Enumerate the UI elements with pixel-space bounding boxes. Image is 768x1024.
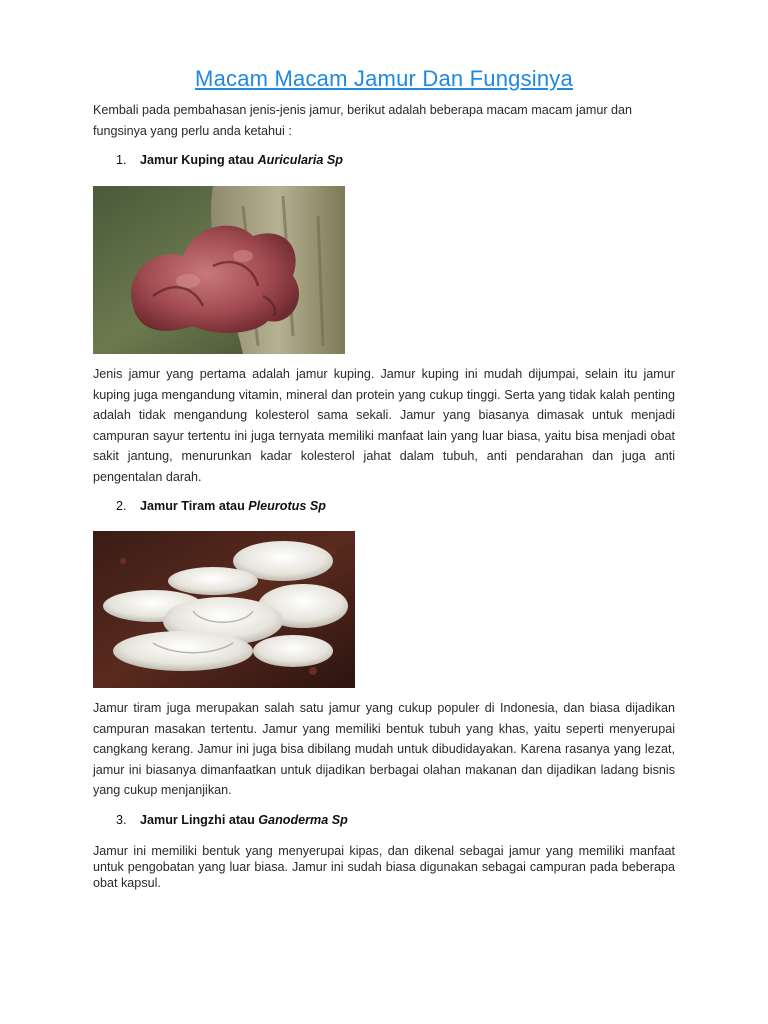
section-2-heading bbox=[116, 499, 326, 513]
section-2-paragraph: Jamur tiram juga merupakan salah satu jamur yang cukup populer di Indonesia, dan biasa dijadikan campuran masakan tertentu. Jamur yang memiliki bentuk tubuh yang khas, yaitu seperti menyerupai cangkang kerang. Jamur ini juga bisa dibilang mudah untuk dibudidayakan. Karena rasanya yang lezat, jamur ini biasanya dimanfaatkan untuk dijadikan berbagai olahan makanan dan dijadikan ladang bisnis yang cukup menjanjikan. bbox=[93, 701, 675, 798]
section-3-number: 3. bbox=[116, 813, 127, 827]
page-title[interactable]: Macam Macam Jamur Dan Fungsinya bbox=[195, 66, 573, 91]
section-1-paragraph: Jenis jamur yang pertama adalah jamur kuping. Jamur kuping ini mudah dijumpai, selain itu jamur kuping juga mengandung vitamin, mineral dan protein yang cukup tinggi. Serta yang tidak kalah penting adalah tidak mengandung kolesterol sama sekali. Jamur yang biasanya dimasak untuk menjadi campuran sayur tertentu ini juga ternyata memiliki manfaat lain yang luar biasa, yaitu bisa menjadi obat sakit jantung, menurunkan kadar kolesterol jahat dalam tubuh, anti pendarahan dan juga anti pengentalan darah. bbox=[93, 367, 675, 484]
section-1-heading bbox=[116, 153, 343, 167]
section-1-title: Jamur Kuping atau bbox=[140, 153, 255, 167]
section-3-heading bbox=[116, 813, 348, 827]
intro-paragraph: Kembali pada pembahasan jenis-jenis jamur, berikut adalah beberapa macam macam jamur dan fungsinya yang perlu anda ketahui : bbox=[93, 103, 633, 138]
section-3-paragraph: Jamur ini memiliki bentuk yang menyerupai kipas, dan dikenal sebagai jamur yang memiliki manfaat untuk pengobatan yang luar biasa. Jamur ini sudah biasa digunakan sebagai campuran pada beberapa obat kapsul. bbox=[93, 844, 675, 890]
oyster-mushroom-photo bbox=[93, 531, 355, 688]
section-1-number: 1. bbox=[116, 153, 127, 167]
section-2-number: 2. bbox=[116, 499, 127, 513]
section-1-scientific-name: Auricularia Sp bbox=[257, 153, 343, 167]
section-3-scientific-name: Ganoderma Sp bbox=[258, 813, 348, 827]
wood-ear-mushroom-photo bbox=[93, 186, 345, 354]
section-2-title: Jamur Tiram atau bbox=[140, 499, 245, 513]
section-3-title: Jamur Lingzhi atau bbox=[140, 813, 255, 827]
section-2-scientific-name: Pleurotus Sp bbox=[248, 499, 326, 513]
